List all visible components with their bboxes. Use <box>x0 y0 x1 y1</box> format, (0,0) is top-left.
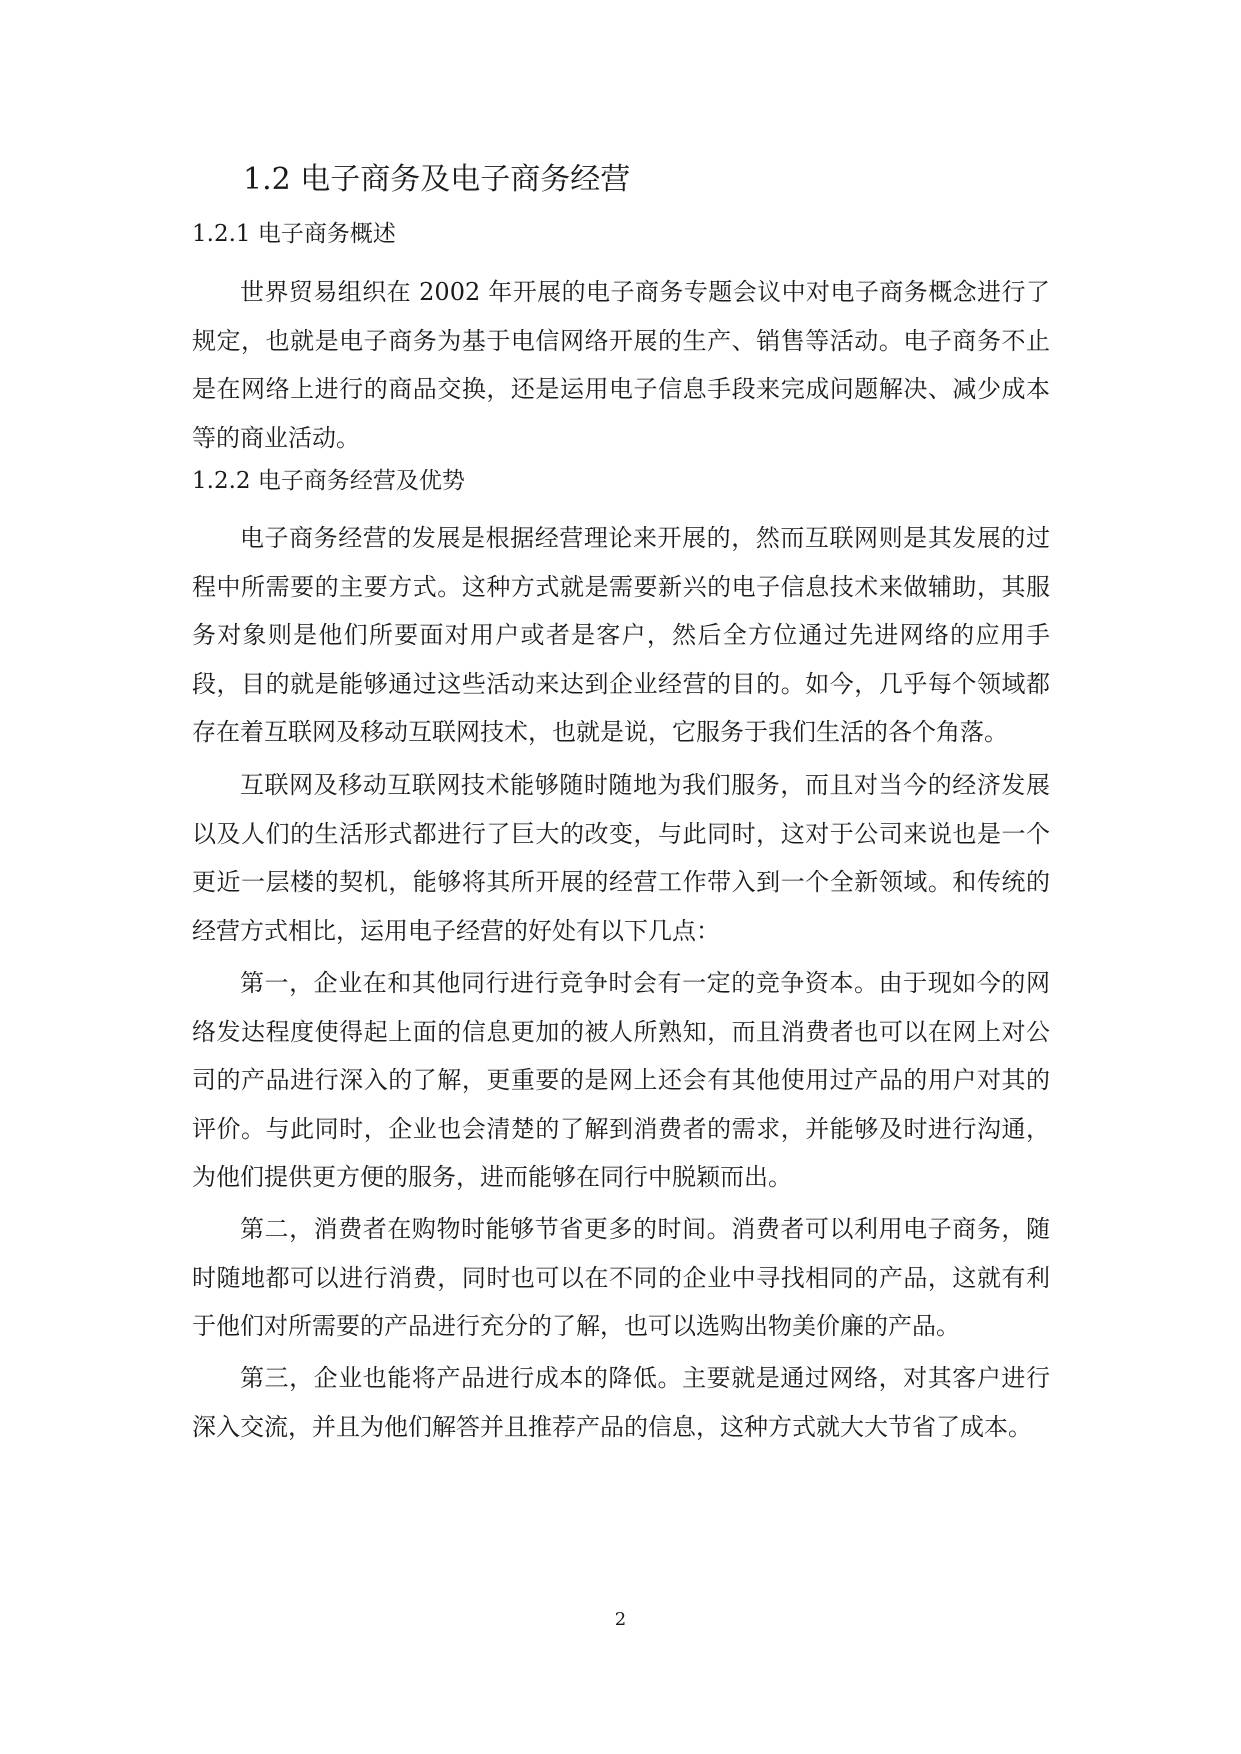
paragraph-development: 电子商务经营的发展是根据经营理论来开展的，然而互联网则是其发展的过程中所需要的主要方式。这种方式就是需要新兴的电子信息技术来做辅助，其服务对象则是他们所要面对用户或者是客户，然后全方位通过先进网络的应用手段，目的就是能够通过这些活动来达到企业经营的目的。如今，几乎每个领域都存在着互联网及移动互联网技术，也就是说，它服务于我们生活的各个角落。 <box>192 524 1050 746</box>
paragraph-third-advantage: 第三，企业也能将产品进行成本的降低。主要就是通过网络，对其客户进行深入交流，并且为他们解答并且推荐产品的信息，这种方式就大大节省了成本。 <box>192 1364 1050 1441</box>
paragraph-internet: 互联网及移动互联网技术能够随时随地为我们服务，而且对当今的经济发展以及人们的生活形式都进行了巨大的改变，与此同时，这对于公司来说也是一个更近一层楼的契机，能够将其所开展的经营工作带入到一个全新领域。和传统的经营方式相比，运用电子经营的好处有以下几点： <box>192 771 1050 945</box>
subsection-heading-overview: 1.2.1 电子商务概述 <box>192 221 396 247</box>
paragraph-second-advantage: 第二，消费者在购物时能够节省更多的时间。消费者可以利用电子商务，随时随地都可以进行消费，同时也可以在不同的企业中寻找相同的产品，这就有利于他们对所需要的产品进行充分的了解，也可以选购出物美价廉的产品。 <box>192 1215 1050 1340</box>
paragraph-overview: 世界贸易组织在 2002 年开展的电子商务专题会议中对电子商务概念进行了规定，也就是电子商务为基于电信网络开展的生产、销售等活动。电子商务不止是在网络上进行的商品交换，还是运用电子信息手段来完成问题解决、减少成本等的商业活动。 <box>192 278 1050 452</box>
paragraph-first-advantage: 第一，企业在和其他同行进行竞争时会有一定的竞争资本。由于现如今的网络发达程度使得起上面的信息更加的被人所熟知，而且消费者也可以在网上对公司的产品进行深入的了解，更重要的是网上还会有其他使用过产品的用户对其的评价。与此同时，企业也会清楚的了解到消费者的需求，并能够及时进行沟通，为他们提供更方便的服务，进而能够在同行中脱颖而出。 <box>192 969 1050 1191</box>
subsection-heading-advantages: 1.2.2 电子商务经营及优势 <box>192 468 465 494</box>
page-number: 2 <box>614 1609 627 1630</box>
section-heading: 1.2 电子商务及电子商务经营 <box>243 162 631 197</box>
